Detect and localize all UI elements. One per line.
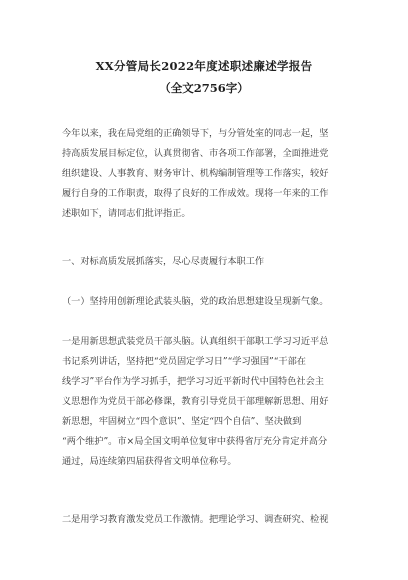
paragraph-line: 述职如下，请同志们批评指正。 [62,208,191,219]
paragraph-line: 通过，局连续第四届获得省文明单位称号。 [62,456,237,467]
paragraph-line: 二是用学习教育激发党员工作激情。把理论学习、调查研究、检视 [62,514,329,525]
paragraph-line: 线学习”平台作为学习抓手，把学习习近平新时代中国特色社会主 [62,376,324,387]
paragraph-line: 今年以来，我在局党组的正确领导下，与分管处室的同志一起，坚 [62,128,329,139]
intro-paragraph [62,124,350,224]
paragraph-line: 一是用新思想武装党员干部头脑。认真组织干部职工学习习近平总 [62,336,329,347]
document-title: XX分管局长2022年度述职述廉述学报告 [95,59,313,73]
body-paragraph-2 [62,510,350,530]
paragraph-line: 书记系列讲话，坚持把“党员固定学习日”“学习强国”“干部在 [62,356,306,367]
paragraph-line: 组织建设、人事教育、财务审计、机构编制管理等工作落实，较好 [62,168,329,179]
section-heading: 一、对标高质发展抓落实，尽心尽责履行本职工作 [62,256,265,267]
document-subtitle: （全文2756字） [159,81,249,95]
body-paragraph-1 [62,332,350,472]
subsection-heading: （一）坚持用创新理论武装头脑，党的政治思想建设呈现新气象。 [62,296,329,307]
paragraph-line: “两个维护”。市×局全国文明单位复审中获得省厅充分肯定并高分 [62,436,328,447]
paragraph-line: 持高质发展目标定位，认真贯彻省、市各项工作部署，全面推进党 [62,148,329,159]
paragraph-line: 义思想作为党员干部必修课，教育引导党员干部理解新思想、用好 [62,396,329,407]
paragraph-line: 新思想，牢固树立“四个意识”、坚定“四个自信”、坚决做到 [62,416,302,427]
paragraph-line: 履行自身的工作职责，取得了良好的工作成效。现将一年来的工作 [62,188,329,199]
